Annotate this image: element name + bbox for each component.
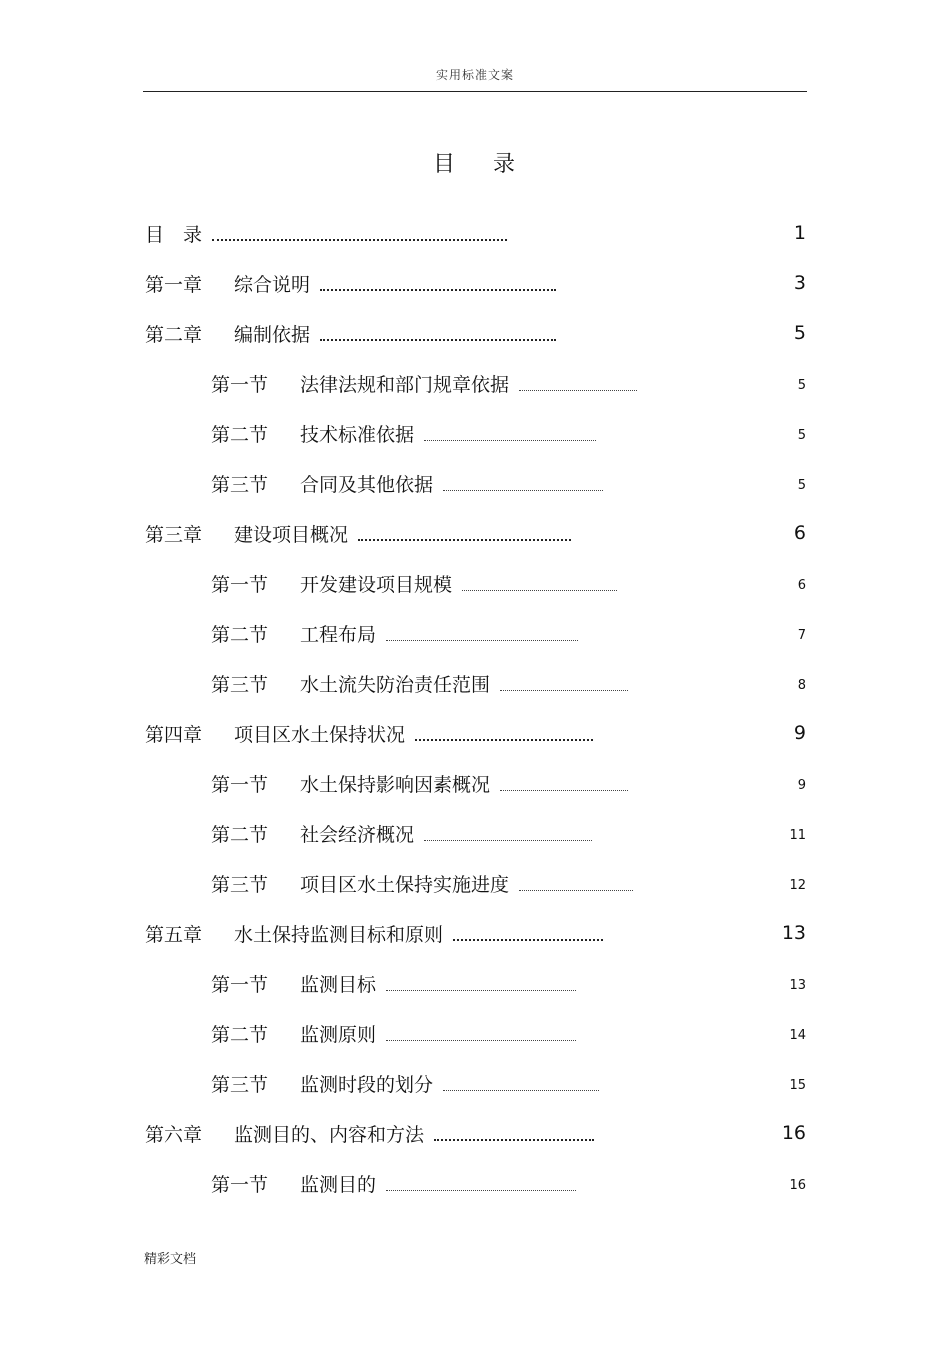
toc-page-number: 14 [789, 1028, 806, 1043]
toc-entry-name: 水土保持监测目标和原则 [234, 924, 444, 946]
toc-entry-number: 第一节 [211, 374, 269, 396]
toc-entry-number: 第三节 [211, 474, 269, 496]
toc-entry-number: 第一节 [211, 774, 269, 796]
toc-page-number: 11 [789, 828, 806, 843]
toc-page-number: 13 [789, 978, 806, 993]
toc-entry[interactable] [0, 760, 950, 806]
toc-dot-leader [386, 1189, 576, 1191]
toc-entry-title [211, 470, 603, 497]
toc-entry[interactable] [0, 1160, 950, 1206]
toc-dot-leader [443, 1089, 599, 1091]
toc-entry[interactable] [0, 510, 950, 556]
toc-dot-leader [320, 288, 556, 291]
toc-page-number: 8 [797, 678, 806, 693]
toc-dot-leader [415, 738, 593, 741]
toc-entry-number: 第一节 [211, 974, 269, 996]
toc-dot-leader [519, 889, 633, 891]
toc-entry-title [211, 620, 578, 647]
toc-entry-name: 监测时段的划分 [300, 1074, 434, 1096]
toc-dot-leader [358, 538, 571, 541]
toc-dot-leader [453, 938, 603, 941]
toc-entry-number: 第二节 [211, 824, 269, 846]
toc-entry-number: 第三节 [211, 674, 269, 696]
toc-entry-number: 第三章 [145, 524, 203, 546]
toc-entry-number: 第一章 [145, 274, 203, 296]
toc-entry-number: 第三节 [211, 1074, 269, 1096]
toc-entry-title [145, 270, 556, 297]
toc-dot-leader [519, 389, 637, 391]
toc-entry-title [145, 320, 556, 347]
toc-entry[interactable] [0, 410, 950, 456]
toc-entry-title [211, 970, 576, 997]
toc-entry[interactable] [0, 910, 950, 956]
toc-entry-name: 监测目的 [300, 1174, 377, 1196]
toc-page-number: 1 [793, 222, 806, 244]
toc-entry[interactable] [0, 610, 950, 656]
toc-entry-title [211, 370, 637, 397]
toc-entry-number: 第一节 [211, 1174, 269, 1196]
toc-entry-title [211, 1170, 576, 1197]
toc-heading [0, 147, 950, 178]
toc-entry-name: 综合说明 [234, 274, 311, 296]
toc-entry-number: 第二节 [211, 1024, 269, 1046]
toc-page-number: 6 [793, 522, 806, 544]
toc-dot-leader [500, 689, 628, 691]
toc-page-number: 5 [793, 322, 806, 344]
toc-dot-leader [386, 1039, 576, 1041]
toc-page-number: 5 [797, 428, 806, 443]
toc-entry[interactable] [0, 860, 950, 906]
toc-entry-number: 第五章 [145, 924, 203, 946]
header-divider [143, 91, 807, 92]
toc-entry[interactable] [0, 710, 950, 756]
toc-entry-number: 第二节 [211, 424, 269, 446]
toc-entry-title [145, 920, 603, 947]
toc-entry-title [145, 720, 593, 747]
toc-dot-leader [462, 589, 617, 591]
toc-entry-name: 开发建设项目规模 [300, 574, 453, 596]
toc-entry[interactable] [0, 310, 950, 356]
toc-dot-leader [434, 1138, 594, 1141]
toc-page-number: 3 [793, 272, 806, 294]
toc-dot-leader [320, 338, 556, 341]
toc-entry[interactable] [0, 1010, 950, 1056]
toc-page-number: 12 [789, 878, 806, 893]
toc-entry[interactable] [0, 960, 950, 1006]
toc-entry[interactable] [0, 660, 950, 706]
toc-page-number: 16 [781, 1122, 806, 1144]
toc-entry-number: 第二节 [211, 624, 269, 646]
toc-entry-name: 技术标准依据 [300, 424, 415, 446]
toc-dot-leader [443, 489, 603, 491]
toc-dot-leader [424, 839, 592, 841]
toc-entry-title [211, 1070, 599, 1097]
toc-entry-name: 水土保持影响因素概况 [300, 774, 491, 796]
toc-entry-name: 工程布局 [300, 624, 377, 646]
toc-entry-title [211, 770, 628, 797]
toc-entry-name: 建设项目概况 [234, 524, 349, 546]
page-header: 实用标准文案 [435, 68, 514, 82]
toc-entry-name: 监测目标 [300, 974, 377, 996]
toc-page-number: 15 [789, 1078, 806, 1093]
toc-page-number: 9 [797, 778, 806, 793]
toc-entry-title [211, 670, 628, 697]
toc-entry-name: 合同及其他依据 [300, 474, 434, 496]
toc-page-number: 16 [789, 1178, 806, 1193]
toc-entry-number: 第三节 [211, 874, 269, 896]
toc-dot-leader [386, 989, 576, 991]
toc-entry[interactable] [0, 1060, 950, 1106]
toc-entry-name: 水土流失防治责任范围 [300, 674, 491, 696]
toc-entry-name: 项目区水土保持实施进度 [300, 874, 510, 896]
toc-dot-leader [386, 639, 578, 641]
toc-dot-leader [212, 238, 507, 241]
toc-entry[interactable] [0, 460, 950, 506]
toc-entry-number: 第一节 [211, 574, 269, 596]
toc-entry-title [211, 420, 596, 447]
toc-entry[interactable] [0, 260, 950, 306]
toc-dot-leader [424, 439, 596, 441]
toc-entry-title [211, 820, 592, 847]
toc-entry-title [145, 1120, 594, 1147]
toc-entry-number: 第二章 [145, 324, 203, 346]
toc-page-number: 13 [781, 922, 806, 944]
page-footer: 精彩文档 [144, 1252, 197, 1267]
toc-heading-left: 目 [432, 152, 457, 177]
toc-page-number: 6 [797, 578, 806, 593]
toc-heading-right: 录 [493, 152, 518, 177]
toc-entry-name: 监测原则 [300, 1024, 377, 1046]
toc-page-number: 9 [793, 722, 806, 744]
toc-entry-name: 项目区水土保持状况 [234, 724, 406, 746]
toc-entry[interactable] [0, 560, 950, 606]
toc-entry-name: 法律法规和部门规章依据 [300, 374, 510, 396]
toc-entry-title [145, 520, 571, 547]
toc-dot-leader [500, 789, 628, 791]
toc-entry-number: 第四章 [145, 724, 203, 746]
toc-entry-title [211, 870, 633, 897]
toc-entry-title [145, 220, 507, 247]
toc-entry-number: 目 录 [145, 224, 203, 246]
toc-entry-name: 编制依据 [234, 324, 311, 346]
toc-page-number: 7 [797, 628, 806, 643]
toc-page-number: 5 [797, 478, 806, 493]
toc-entry-name: 社会经济概况 [300, 824, 415, 846]
toc-entry[interactable] [0, 1110, 950, 1156]
toc-entry-name: 监测目的、内容和方法 [234, 1124, 425, 1146]
toc-entry[interactable] [0, 210, 950, 256]
toc-entry[interactable] [0, 810, 950, 856]
toc-entry[interactable] [0, 360, 950, 406]
toc-entry-title [211, 570, 617, 597]
toc-page-number: 5 [797, 378, 806, 393]
toc-entry-number: 第六章 [145, 1124, 203, 1146]
toc-entry-title [211, 1020, 576, 1047]
